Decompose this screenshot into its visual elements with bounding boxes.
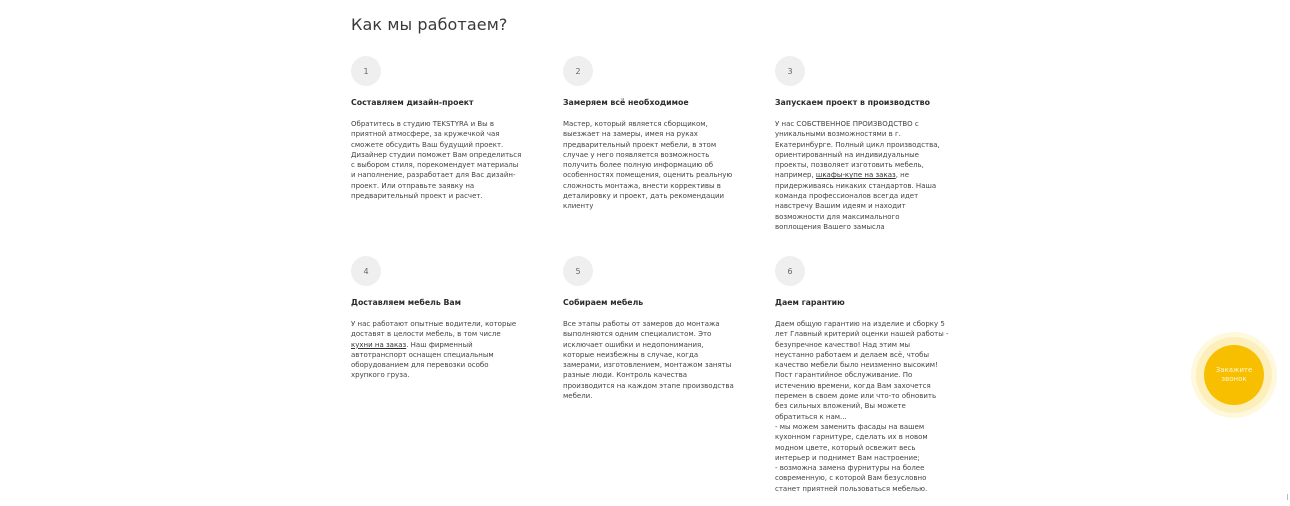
step-description — [351, 319, 526, 381]
text-line: ориентированный на индивидуальные — [775, 150, 919, 159]
kitchen-order-link[interactable]: кухни на заказ — [351, 340, 407, 349]
text-line: станет приятней пользоваться мебелью. — [775, 484, 928, 493]
text-line: придерживаясь никаких стандартов. Наша — [775, 181, 937, 190]
text-line: мебели. — [563, 392, 593, 401]
text-line: современную, с которой Вам безусловно — [775, 474, 927, 483]
step-title: Запускаем проект в производство — [775, 98, 930, 107]
text-line: проекты, позволяет изготовить мебель, — [775, 161, 924, 170]
text-line: сложность монтажа, внести коррективы в — [563, 181, 721, 190]
text-line: хрупкого груза. — [351, 371, 410, 380]
text-line: обратиться к нам... — [775, 412, 847, 421]
step-2 — [563, 56, 738, 212]
text-line: возможности для максимального — [775, 212, 900, 221]
text-line: без сильных вложений, Вы можете — [775, 402, 906, 411]
step-title: Составляем дизайн-проект — [351, 98, 474, 107]
text-line: и наполнение, разработает для Вас дизайн- — [351, 171, 516, 180]
text-line: - возможна замена фурнитуры на более — [775, 464, 925, 473]
text-line: разные люди. Контроль качества — [563, 371, 688, 380]
callback-button-core[interactable] — [1204, 345, 1264, 405]
text-line: перемен в своем доме или что-то обновить — [775, 392, 937, 401]
text-line: У нас СОБСТВЕННОЕ ПРОИЗВОДСТВО с — [775, 120, 919, 128]
text-line: неустанно работаем и делаем всё, чтобы — [775, 350, 929, 359]
step-number: 6 — [775, 256, 805, 286]
callback-button-label — [1216, 366, 1253, 384]
wardrobe-order-link[interactable]: шкафы-купе на заказ — [815, 171, 896, 180]
text-line: производится на каждом этапе производства — [563, 381, 734, 390]
step-number: 1 — [351, 56, 381, 86]
scrollbar-thumb[interactable] — [1287, 494, 1288, 500]
text-line: Мастер, который является сборщиком, — [563, 120, 708, 128]
text-line: качество мебели было неизменно высоким! — [775, 361, 938, 370]
text-fragment: , не — [895, 171, 910, 180]
text-line: У нас работают опытные водители, которые — [351, 320, 517, 328]
text-line: оборудованием для перевозки особо — [351, 361, 489, 370]
text-line: навстречу Вашим идеям и находит — [775, 202, 906, 211]
text-line: - мы можем заменить фасады на вашем — [775, 422, 925, 431]
step-4 — [351, 256, 526, 381]
text-line: уникальными возможностями в г. — [775, 130, 901, 139]
step-number: 4 — [351, 256, 381, 286]
text-line: клиенту — [563, 202, 594, 211]
text-line: воплощения Вашего замысла — [775, 222, 885, 231]
text-line: выполняются одним специалистом. Это — [563, 330, 712, 339]
text-line: интерьер и поднимет Вам настроение; — [775, 453, 920, 462]
step-description — [351, 119, 526, 201]
section-title: Как мы работаем? — [351, 15, 508, 34]
callback-label-line: Закажите — [1215, 366, 1253, 374]
text-line: Все этапы работы от замеров до монтажа — [563, 320, 720, 328]
text-line: автотранспорт оснащен специальным — [351, 350, 494, 359]
text-line: с выбором стиля, порекомендует материалы — [351, 161, 519, 170]
text-line-with-link — [351, 340, 526, 350]
text-line: деталировку и проект, дать рекомендации — [563, 192, 725, 201]
text-line: кухонном гарнитуре, сделать их в новом — [775, 433, 928, 442]
step-number: 5 — [563, 256, 593, 286]
text-line: исключает ошибки и недопонимания, — [563, 340, 704, 349]
callback-button[interactable] — [1191, 332, 1277, 418]
text-line: выезжает на замеры, имея на руках — [563, 130, 698, 139]
text-line: случае у него появляется возможность — [563, 150, 710, 159]
text-line: истечению времени, когда Вам захочется — [775, 381, 931, 390]
step-title: Даем гарантию — [775, 298, 845, 307]
text-line: которые неизбежны в случае, когда — [563, 350, 699, 359]
step-1 — [351, 56, 526, 201]
text-line: Екатеринбурге. Полный цикл производства, — [775, 140, 940, 149]
text-fragment: . Наш фирменный — [406, 340, 473, 349]
step-description — [563, 319, 738, 401]
step-title: Замеряем всё необходимое — [563, 98, 689, 107]
step-number: 3 — [775, 56, 805, 86]
text-line: доставят в целости мебель, в том числе — [351, 330, 501, 339]
step-5 — [563, 256, 738, 401]
step-description — [563, 119, 738, 212]
text-line: предварительный проект и расчет. — [351, 192, 483, 201]
text-fragment: например, — [775, 171, 816, 180]
step-title: Собираем мебель — [563, 298, 644, 307]
text-line: безупречное качество! Над этим мы — [775, 340, 911, 349]
text-line: Дизайнер студии поможет Вам определиться — [351, 150, 522, 159]
text-line: Даем общую гарантию на изделие и сборку 5 — [775, 320, 945, 328]
step-description — [775, 319, 950, 494]
text-line: Пост гарантийное обслуживание. По — [775, 371, 913, 380]
step-3 — [775, 56, 950, 232]
text-line: предварительный проект мебели, в этом — [563, 140, 717, 149]
step-title: Доставляем мебель Вам — [351, 298, 462, 307]
step-number: 2 — [563, 56, 593, 86]
text-line: лет Главный критерий оценки нашей работы - — [775, 330, 949, 339]
text-line: команда профессионалов всегда идет — [775, 192, 919, 201]
step-6 — [775, 256, 950, 494]
text-line: приятной атмосфере, за кружечкой чая — [351, 130, 500, 139]
step-description — [775, 119, 950, 232]
callback-label-line: звонок — [1221, 375, 1247, 383]
text-line: модном цвете, который освежит весь — [775, 443, 916, 452]
text-line: сможете обсудить Ваш будущий проект. — [351, 140, 504, 149]
text-line: Обратитесь в студию TEKSTYRA и Вы в — [351, 120, 495, 128]
text-line: замерами, изготовлением, монтажом заняты — [563, 361, 732, 370]
text-line: проект. Или отправьте заявку на — [351, 181, 475, 190]
text-line-with-link — [775, 170, 950, 180]
text-line: особенностях помещения, оценить реальную — [563, 171, 733, 180]
text-line: получить более полную информацию об — [563, 161, 714, 170]
